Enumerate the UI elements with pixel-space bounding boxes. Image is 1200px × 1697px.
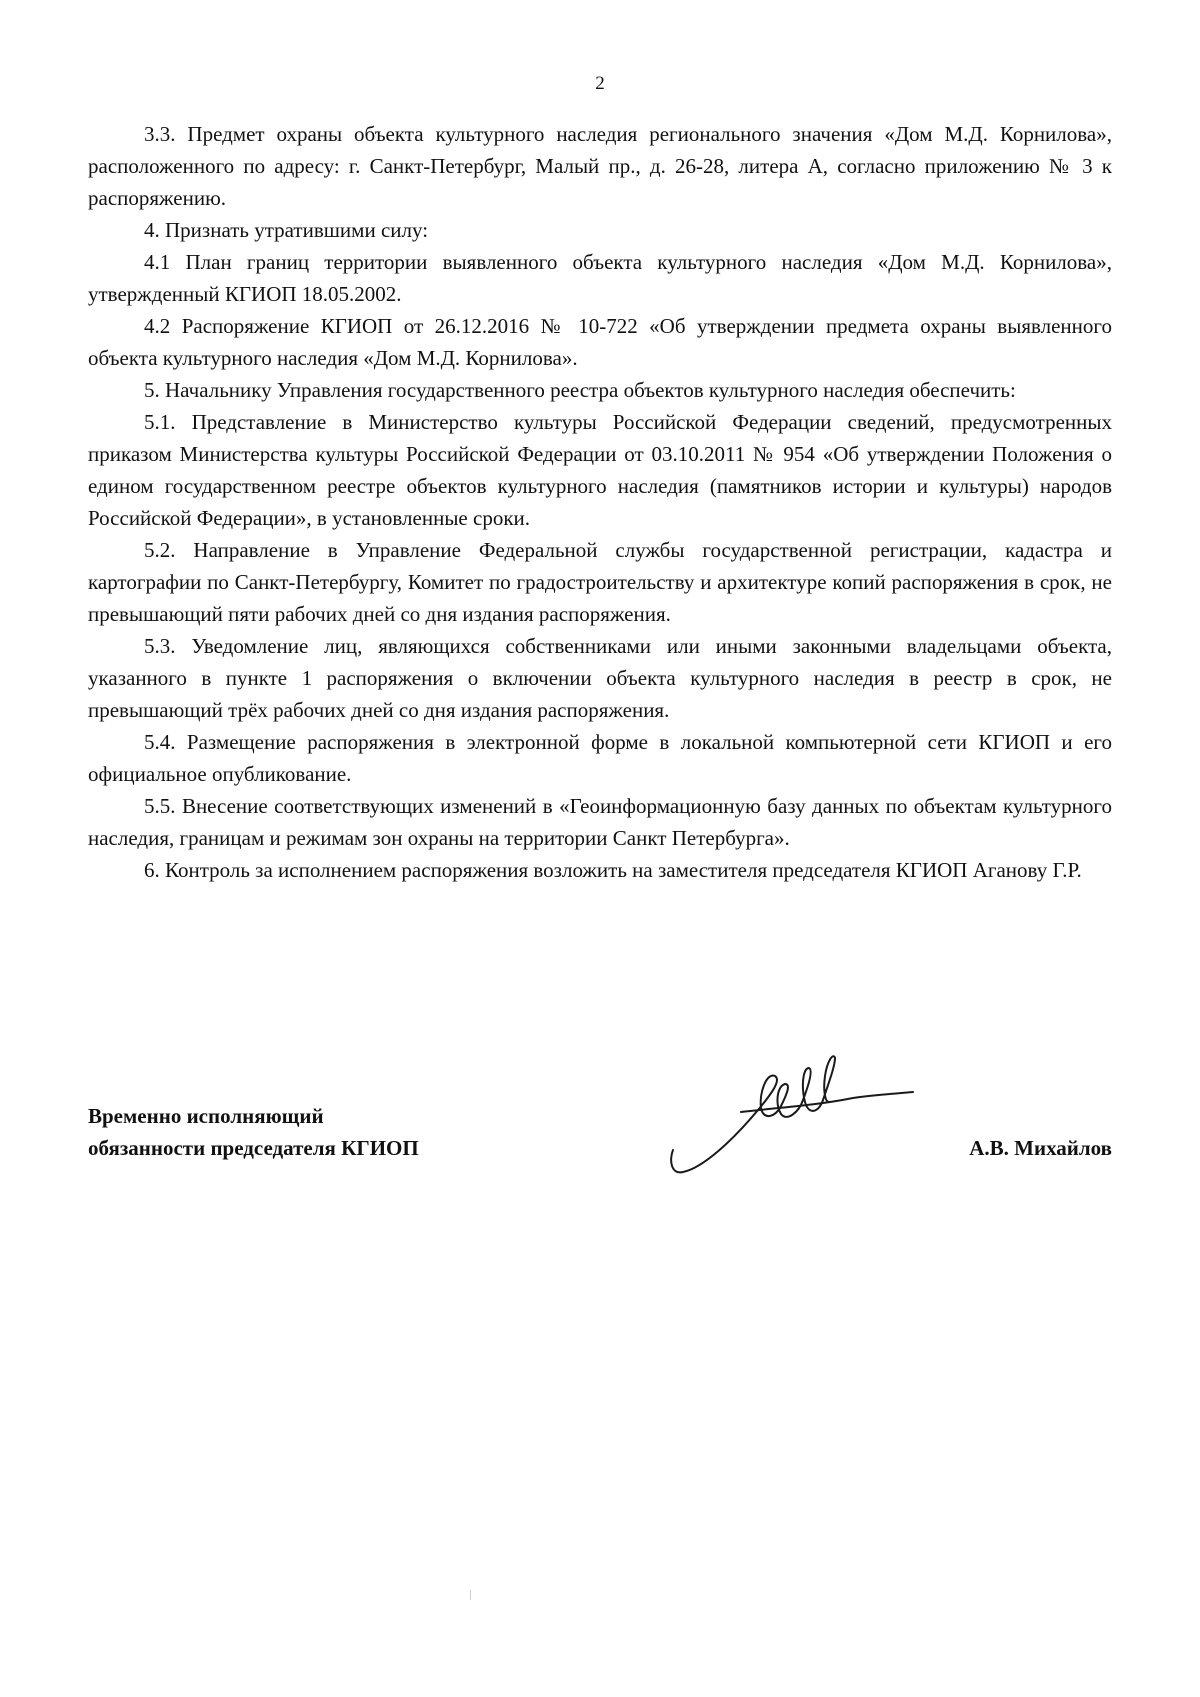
paragraph-6: 6. Контроль за исполнением распоряжения возложить на заместителя председателя КГИОП Аганову Г.Р. [144,858,1082,882]
paragraph-4-1: 4.1 План границ территории выявленного объекта культурного наследия «Дом М.Д. Корнилова», утвержденный КГИОП 18.05.2002. [88,250,1112,306]
signature-block [88,1100,1112,1220]
paragraph-5-5: 5.5. Внесение соответствующих изменений в «Геоинформационную базу данных по объектам культурного наследия, границам и режимам зон охраны на территории Санкт Петербурга». [88,794,1112,850]
signatory-title [88,1100,419,1164]
paragraph-5-2: 5.2. Направление в Управление Федеральной службы государственной регистрации, кадастра и картографии по Санкт-Петербургу, Комитет по градостроительству и архитектуре копий распоряжения в срок, не превышающий пяти рабочих дней со дня издания распоряжения. [88,538,1112,626]
signatory-name: А.В. Михайлов [969,1136,1112,1160]
document-body [88,118,1112,886]
paragraph-4: 4. Признать утратившими силу: [144,218,429,242]
paragraph-3-3: 3.3. Предмет охраны объекта культурного наследия регионального значения «Дом М.Д. Корнилова», расположенного по адресу: г. Санкт-Петербург, Малый пр., д. 26-28, литера А, согласно приложению № 3 к распоряжению. [88,122,1112,210]
paragraph-4-2: 4.2 Распоряжение КГИОП от 26.12.2016 № 10-722 «Об утверждении предмета охраны выявленного объекта культурного наследия «Дом М.Д. Корнилова». [88,314,1112,370]
paragraph-5-1: 5.1. Представление в Министерство культуры Российской Федерации сведений, предусмотренных приказом Министерства культуры Российской Федерации от 03.10.2011 № 954 «Об утверждении Положения о едином государственном реестре объектов культурного наследия (памятников истории и культуры) народов Российской Федерации», в установленные сроки. [88,410,1112,530]
signatory-title-line-1: Временно исполняющий [88,1104,324,1128]
signatory-title-line-2: обязанности председателя КГИОП [88,1136,419,1160]
page-number: 2 [595,73,605,94]
paragraph-5-4: 5.4. Размещение распоряжения в электронной форме в локальной компьютерной сети КГИОП и его официальное опубликование. [88,730,1112,786]
paragraph-5-3: 5.3. Уведомление лиц, являющихся собственниками или иными законными владельцами объекта, указанного в пункте 1 распоряжения о включении объекта культурного наследия в реестр в срок, не превышающий трёх рабочих дней со дня издания распоряжения. [88,634,1112,722]
scan-speck [470,1590,471,1600]
handwritten-signature [663,1040,923,1190]
paragraph-5: 5. Начальнику Управления государственного реестра объектов культурного наследия обеспечить: [144,378,1016,402]
